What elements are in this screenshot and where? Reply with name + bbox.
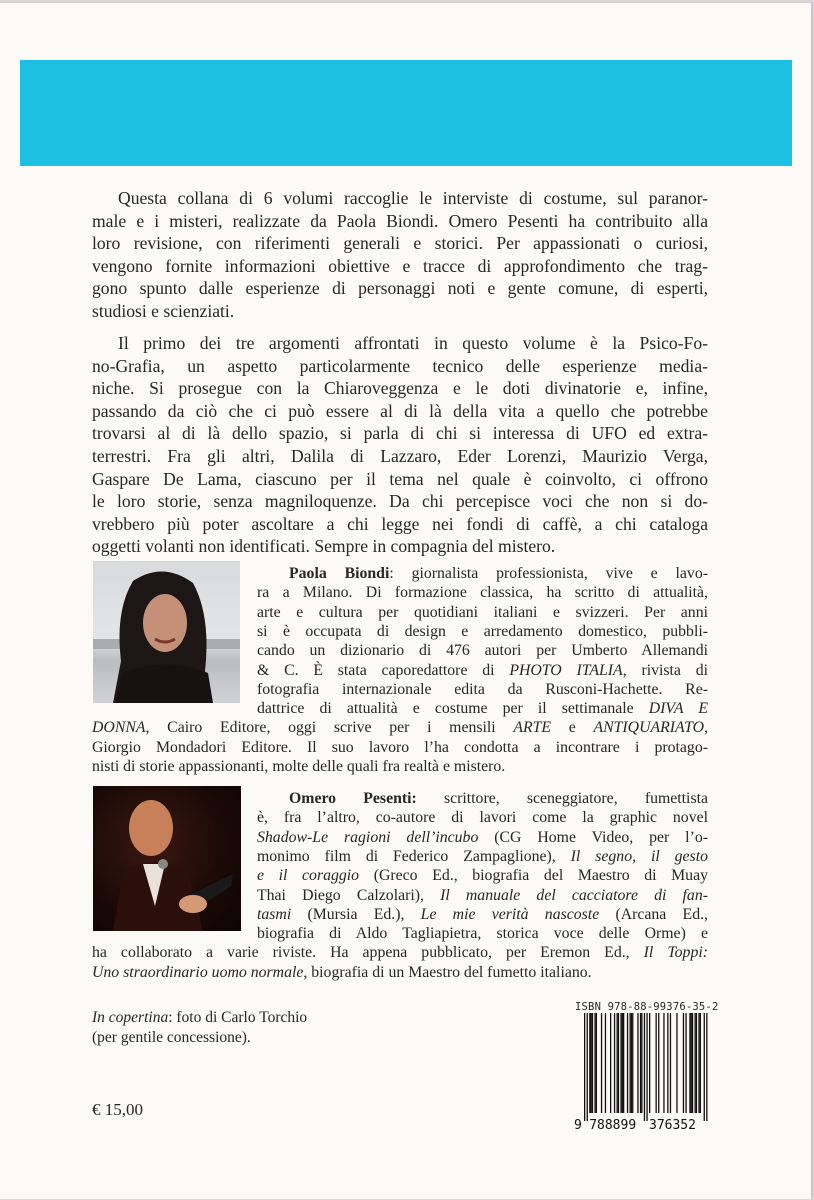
italic-title: Il segno, il gesto — [570, 847, 708, 865]
barcode-bar — [641, 1013, 642, 1113]
barcode-bar — [698, 1013, 699, 1113]
italic-title: DONNA — [92, 719, 146, 737]
text-line — [289, 565, 708, 583]
text-segment: cando un dizionario di 476 autori per Umberto Allemandi — [257, 642, 708, 660]
barcode-bar — [584, 1013, 585, 1121]
text-segment: , Cairo Editore, oggi scrive per i mensili — [145, 719, 514, 737]
italic-title: Le mie verità nascoste — [420, 905, 600, 923]
text-line — [92, 536, 708, 556]
barcode-bar — [696, 1013, 697, 1113]
text-segment: , biografia di un Maestro del fumetto italiano. — [303, 963, 592, 981]
barcode-bar — [689, 1013, 690, 1113]
text-line — [92, 469, 708, 489]
text-line — [257, 584, 708, 602]
text-line — [92, 301, 708, 321]
text-line — [289, 790, 708, 808]
barcode-bar — [601, 1013, 602, 1113]
text-line — [92, 719, 708, 737]
text-segment: monimo film di Federico Zampaglione), — [257, 847, 571, 865]
text-segment: Thai Diego Calzolari), — [257, 886, 441, 904]
ean-barcode — [572, 1013, 708, 1133]
text-line — [257, 829, 708, 847]
author-photo-omero-pesenti — [93, 786, 241, 931]
text-segment: Giorgio Mondadori Editore. Il suo lavoro l’ha condotta a incontrare i protago- — [92, 738, 708, 756]
text-line — [92, 211, 708, 231]
text-segment: nisti di storie appassionanti, molte delle quali fra realtà e mistero. — [92, 758, 506, 775]
italic-title: Uno straordinario uomo normale — [92, 963, 304, 981]
barcode-bar — [592, 1013, 593, 1113]
barcode-bar — [587, 1013, 588, 1121]
text-line — [257, 867, 708, 885]
barcode-bar — [670, 1013, 671, 1113]
barcode-bar — [683, 1013, 684, 1113]
text-line — [92, 233, 708, 253]
text-segment: Questa collana di 6 volumi raccoglie le interviste di costume, sul paranor- — [118, 188, 708, 208]
barcode-bar — [658, 1013, 659, 1113]
price: € 15,00 — [92, 1100, 143, 1119]
text-line — [257, 906, 708, 924]
text-line — [92, 739, 708, 757]
text-segment: scrittore, sceneggiatore, fumettista — [416, 790, 708, 807]
cyan-header-band — [20, 60, 792, 166]
text-segment: oggetti volanti non identificati. Sempre in compagnia del mistero. — [92, 536, 556, 557]
barcode-bar — [663, 1013, 664, 1113]
text-line — [92, 514, 708, 534]
text-line — [92, 401, 708, 421]
text-segment: dattrice di attualità e costume per il settimanale — [257, 700, 649, 718]
barcode-bar — [644, 1013, 645, 1121]
text-segment: vrebbero più poter ascoltare a chi legge nei fondi di caffè, a chi cataloga — [92, 513, 708, 534]
barcode-digits: 788899 — [589, 1118, 637, 1133]
italic-title: DIVA E — [648, 700, 709, 718]
text-line — [92, 423, 708, 443]
barcode-bar — [594, 1013, 595, 1113]
barcode-digits: 376352 — [649, 1118, 696, 1133]
text-segment: (Arcana Ed., — [599, 905, 708, 923]
text-line — [92, 278, 708, 298]
barcode-bar — [704, 1013, 705, 1121]
barcode-bar — [610, 1013, 611, 1113]
text-line — [118, 333, 708, 353]
text-line — [257, 848, 708, 866]
barcode-bar — [640, 1013, 641, 1113]
text-line — [257, 887, 708, 905]
text-line — [92, 964, 708, 982]
barcode-bar — [605, 1013, 606, 1113]
italic-title: ANTIQUARIATO — [593, 719, 705, 737]
barcode-bar — [620, 1013, 621, 1113]
barcode-bar — [614, 1013, 615, 1113]
text-line — [92, 944, 708, 962]
text-segment: le loro storie, senza magniloquenze. Da chi percepisce voci che non si do- — [92, 491, 708, 512]
text-line — [257, 662, 708, 680]
barcode-digits: 9 — [574, 1118, 582, 1133]
italic-title: PHOTO ITALIA — [509, 661, 623, 679]
text-segment: Il primo dei tre argomenti affrontati in questo volume è la Psico-Fo- — [118, 333, 708, 353]
text-segment: & C. È stata caporedattore di — [257, 661, 510, 679]
text-segment: niche. Si prosegue con la Chiaroveggenza e le doti divinatorie e, infine, — [92, 378, 708, 399]
barcode-bar — [618, 1013, 619, 1113]
barcode-bar — [589, 1013, 590, 1113]
italic-title: e il coraggio — [257, 867, 360, 885]
barcode-bar — [685, 1013, 686, 1113]
text-line — [257, 604, 708, 622]
barcode-bar — [667, 1013, 668, 1113]
text-line — [92, 356, 708, 376]
text-segment: : giornalista professionista, vive e lavo- — [389, 565, 708, 582]
text-segment: trovarsi al di là dello spazio, si parla di chi si interessa di UFO ed extra- — [92, 423, 708, 444]
text-segment: passando da ciò che ci può essere al di là della vita a quello che potrebbe — [92, 400, 708, 421]
text-segment: Gaspare De Lama, ciascuno per il tema nel quale è coinvolto, ci offrono — [92, 468, 708, 489]
text-segment: biografia di Aldo Tagliapietra, storica voce delle Orme) e — [257, 925, 708, 943]
text-line — [92, 491, 708, 511]
author-photo-paola-biondi — [93, 561, 240, 703]
text-segment: (CG Home Video, per l’o- — [478, 828, 708, 846]
italic-title: Shadow-Le ragioni dell’incubo — [257, 828, 479, 846]
text-segment: è, fra l’altro, co-autore di lavori come la graphic novel — [257, 809, 708, 827]
text-line — [257, 925, 708, 943]
barcode-bar — [637, 1013, 638, 1113]
text-segment: (Mursia Ed.), — [291, 905, 421, 923]
text-line — [118, 188, 708, 208]
author-name: Omero Pesenti: — [289, 790, 417, 807]
text-segment: e — [551, 719, 594, 737]
text-line — [257, 681, 708, 699]
text-segment: arte e cultura per quotidiani italiani e svizzeri. Per anni — [257, 603, 708, 621]
text-segment: studiosi e scienziati. — [92, 301, 235, 321]
barcode-bar — [631, 1013, 632, 1113]
barcode-bar — [627, 1013, 628, 1113]
barcode-bar — [676, 1013, 677, 1113]
barcode-bar — [632, 1013, 633, 1113]
barcode-bar — [656, 1013, 657, 1113]
text-segment: ha collaborato a varie riviste. Ha appena pubblicato, per Eremon Ed., — [92, 944, 644, 962]
text-line — [257, 623, 708, 641]
book-back-cover — [0, 2, 813, 1199]
italic-title: ARTE — [513, 719, 552, 737]
text-segment: no-Grafia, un aspetto particolarmente tecnico delle esperienze media- — [92, 355, 708, 376]
italic-title: Il manuale del cacciatore di fan- — [440, 886, 708, 904]
isbn-label: ISBN 978-88-99376-35-2 — [575, 1001, 719, 1013]
text-segment: male e i misteri, realizzate da Paola Biondi. Omero Pesenti ha contribuito alla — [92, 210, 708, 231]
text-line — [257, 642, 708, 660]
barcode-bar — [630, 1013, 631, 1113]
credit-text: : foto di Carlo Torchio — [168, 1009, 308, 1026]
credit-note: (per gentile concessione). — [92, 1029, 251, 1046]
text-segment: terrestri. Fra gli altri, Dalila di Lazzaro, Eder Lorenzi, Maurizio Verga, — [92, 446, 708, 466]
barcode-bar — [596, 1013, 597, 1113]
italic-title: Il Toppi: — [643, 944, 708, 962]
italic-title: tasmi — [257, 905, 292, 923]
text-line — [92, 446, 708, 466]
author-name: Paola Biondi — [289, 565, 390, 582]
barcode-bar — [646, 1013, 647, 1121]
text-segment: si è occupata di design e arredamento domestico, pubbli- — [257, 622, 708, 640]
barcode-bar — [617, 1013, 618, 1113]
text-segment: , rivista di — [622, 661, 709, 679]
credit-label: In copertina — [92, 1009, 169, 1026]
text-line — [257, 809, 708, 827]
text-segment: , — [704, 719, 708, 737]
text-segment: (Greco Ed., biografia del Maestro di Muay — [359, 867, 708, 885]
barcode-bar — [591, 1013, 592, 1113]
text-segment: gono spunto dalle esperienze di personaggi noti e gente comune, di esperti, — [92, 278, 708, 299]
barcode-bar — [700, 1013, 701, 1113]
text-segment: fotografia internazionale edita da Rusconi-Hachette. Re- — [257, 680, 708, 698]
barcode-bar — [706, 1013, 707, 1121]
barcode-bar — [622, 1013, 623, 1113]
barcode-bar — [649, 1013, 650, 1113]
text-segment: vengono fornite informazioni obiettive e tracce di approfondimento che trag- — [92, 255, 708, 276]
text-line — [92, 256, 708, 276]
barcode-bar — [623, 1013, 624, 1113]
text-segment: ra a Milano. Di formazione classica, ha scritto di attualità, — [257, 584, 708, 602]
barcode-bar — [691, 1013, 692, 1113]
text-line — [92, 758, 708, 776]
cover-credit — [92, 1008, 307, 1048]
text-segment: loro revisione, con riferimenti generali e storici. Per appassionati o curiosi, — [92, 233, 708, 254]
barcode-bar — [692, 1013, 693, 1113]
text-line — [92, 378, 708, 398]
barcode-bar — [695, 1013, 696, 1113]
text-line — [257, 700, 708, 718]
